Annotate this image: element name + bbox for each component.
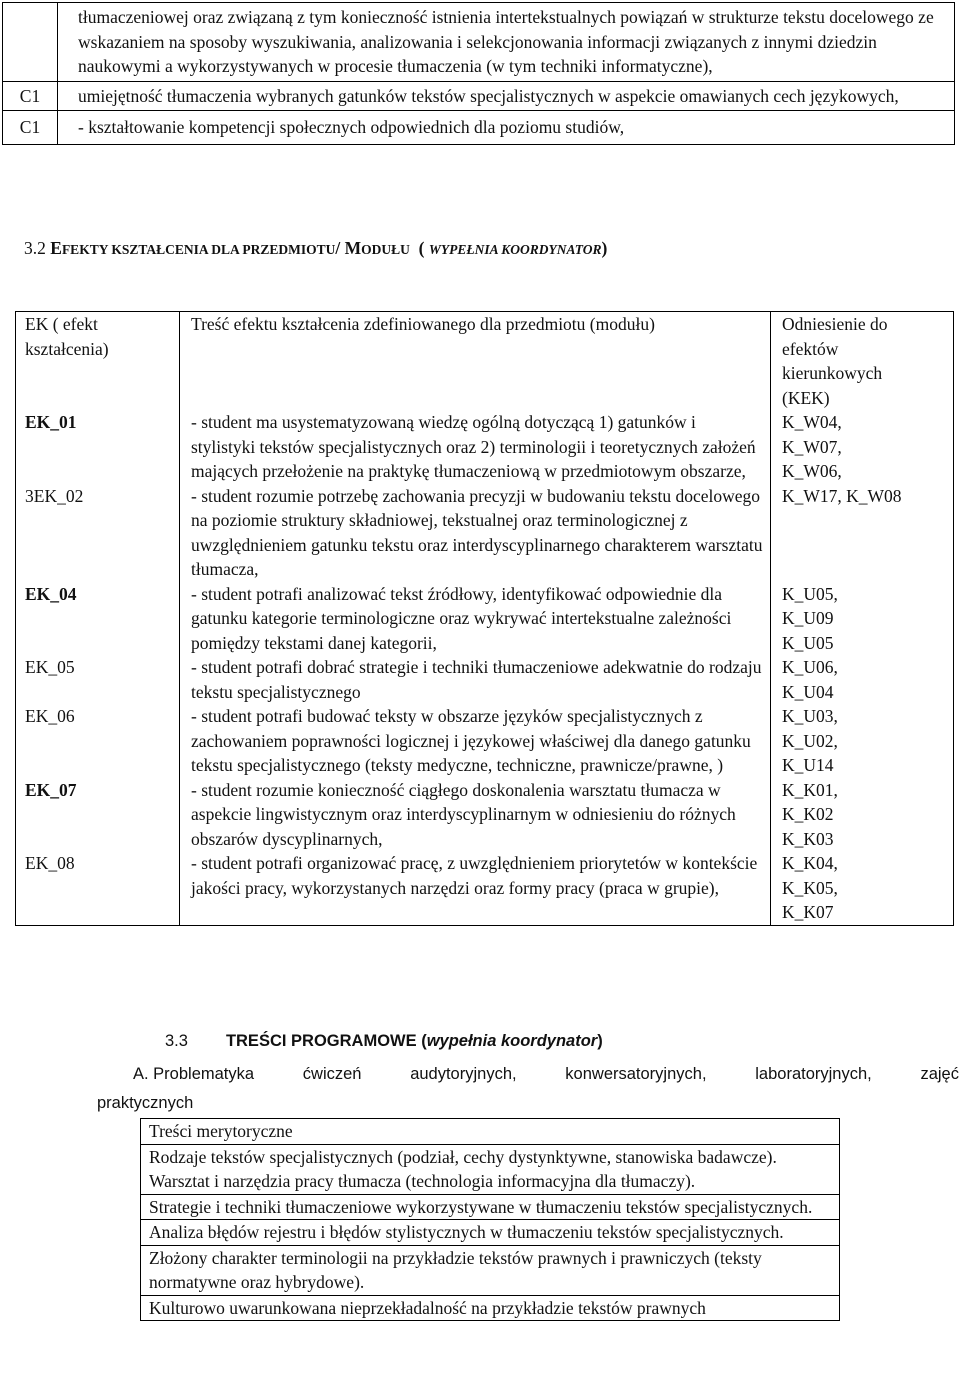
section-number: 3.3: [165, 1032, 188, 1050]
ek-text: - student ma usystematyzowaną wiedzę ogólną dotyczącą 1) gatunków i stylistyki tekstów specjalistycznych oraz 2) terminologii i teoretycznych założeń mających przełożenie na praktykę tłumaczeniową w przedmiotowym obszarze,: [180, 410, 771, 484]
content-cell: Kulturowo uwarunkowana nieprzekładalność na przykładzie tekstów prawnych: [141, 1295, 840, 1321]
table-row: [141, 1295, 840, 1321]
ek-ref-text: K_U06, K_U04: [782, 657, 838, 702]
table-row: [16, 655, 954, 704]
heading-part: TREŚCI PROGRAMOWE (: [225, 1032, 427, 1050]
program-content-table: [140, 1118, 840, 1321]
objectives-table: [2, 2, 955, 145]
table-row: [141, 1194, 840, 1220]
ek-code: 3EK_02: [16, 484, 180, 582]
word: zajęć: [920, 1065, 959, 1083]
table-row: [16, 778, 954, 852]
ek-text: - student potrafi budować teksty w obszarze języków specjalistycznych z zachowaniem poprawności logicznej i językowej właściwej dla danego gatunku tekstu specjalistycznego (teksty medyczne, techniczne, prawnicze/prawne, ): [180, 704, 771, 778]
content-cell: Analiza błędów rejestru i błędów stylistycznych w tłumaczeniu tekstów specjalistycznych.: [141, 1220, 840, 1246]
heading-part: E: [50, 238, 62, 258]
ek-code: EK_06: [16, 704, 180, 778]
objective-text: tłumaczeniowej oraz związaną z tym konieczność istnienia intertekstualnych powiązań w strukturze tekstu docelowego ze wskazaniem na sposoby wyszukiwania, analizowania i selekcjonowania informacji związanych z innymi dziedzin naukowymi a wykorzystywanych w procesie tłumaczenia (w tym techniki informatyczne),: [58, 3, 955, 82]
header-cell: Treść efektu kształcenia zdefiniowanego dla przedmiotu (modułu): [180, 312, 771, 411]
ek-code: EK_07: [16, 778, 180, 852]
header-cell: [16, 312, 180, 411]
objective-code: [3, 3, 58, 82]
table-row: [16, 410, 954, 484]
ek-code: EK_01: [16, 410, 180, 484]
subsection-a-line: praktycznych: [97, 1094, 194, 1112]
table-row: [3, 81, 955, 111]
section-heading-3-2: [24, 236, 607, 263]
ek-text: - student rozumie potrzebę zachowania precyzji w budowaniu tekstu docelowego na poziomie struktury składniowej, tekstualnej oraz terminologicznej z uwzględnieniem gatunku tekstu oraz interdyscyplinarnego charakterem warsztatu tłumacza,: [180, 484, 771, 582]
header-cell: [771, 312, 954, 411]
section-number: 3.2: [24, 238, 46, 258]
word: audytoryjnych,: [410, 1065, 517, 1083]
ek-text: - student potrafi analizować tekst źródłowy, identyfikować odpowiednie dla gatunku kategorie terminologiczne oraz wykrywać intertekstualne zależności pomiędzy tekstami danej kategorii,: [180, 582, 771, 656]
table-row: [16, 704, 954, 778]
subsection-a-line: [97, 1060, 959, 1089]
ek-ref-text: K_U05, K_U09 K_U05: [782, 583, 838, 653]
ek-ref: [771, 582, 954, 656]
table-row: [3, 111, 955, 145]
ek-ref-text: K_W04, K_W07, K_W06,: [782, 412, 842, 481]
word: ćwiczeń: [302, 1065, 362, 1083]
section-heading-3-3: [165, 1029, 603, 1054]
header-ek: EK ( efekt kształcenia): [25, 314, 109, 359]
table-row: [16, 484, 954, 582]
heading-part: ODUŁU: [361, 242, 410, 257]
heading-part: / M: [335, 238, 362, 258]
content-cell: Złożony charakter terminologii na przykładzie tekstów prawnych i prawniczych (teksty normatywne oraz hybrydowe).: [141, 1245, 840, 1295]
heading-part: (: [418, 238, 425, 258]
ek-ref-text: K_U03, K_U02, K_U14: [782, 706, 838, 775]
ek-ref: [771, 704, 954, 778]
table-row: [141, 1245, 840, 1295]
content-cell: Rodzaje tekstów specjalistycznych (podział, cechy dystynktywne, stanowiska badawcze). Warsztat i narzędzia pracy tłumacza (technologia informacyjna dla tłumaczy).: [141, 1144, 840, 1194]
objective-text: - kształtowanie kompetencji społecznych odpowiednich dla poziomu studiów,: [58, 111, 955, 145]
heading-part: ): [601, 238, 608, 258]
header-cell: Treści merytoryczne: [141, 1119, 840, 1145]
word: A. Problematyka: [133, 1065, 255, 1083]
ek-ref-text: K_K04, K_K05, K_K07: [782, 853, 838, 922]
ek-text: - student potrafi dobrać strategie i techniki tłumaczeniowe adekwatnie do rodzaju tekstu specjalistycznego: [180, 655, 771, 704]
table-row: [141, 1144, 840, 1194]
heading-part: FEKTY KSZTAŁCENIA DLA PRZEDMIOTU: [61, 242, 336, 257]
table-row: [141, 1220, 840, 1246]
ek-ref: [771, 655, 954, 704]
ek-code: EK_05: [16, 655, 180, 704]
table-row: [3, 3, 955, 82]
content-cell: Strategie i techniki tłumaczeniowe wykorzystywane w tłumaczeniu tekstów specjalistycznych.: [141, 1194, 840, 1220]
ek-ref-text: K_K01, K_K02 K_K03: [782, 779, 838, 849]
table-row: [16, 582, 954, 656]
table-row: [16, 851, 954, 925]
heading-part: WYPEŁNIA KOORDYNATOR: [428, 242, 602, 257]
word: laboratoryjnych,: [755, 1065, 872, 1083]
objective-text: umiejętność tłumaczenia wybranych gatunków tekstów specjalistycznych w aspekcie omawianych cech językowych,: [58, 81, 955, 111]
objective-code: C1: [3, 111, 58, 145]
objective-code: C1: [3, 81, 58, 111]
ek-code: EK_04: [16, 582, 180, 656]
ek-ref: K_W17, K_W08: [771, 484, 954, 582]
ek-ref: [771, 851, 954, 925]
subsection-a: [97, 1060, 959, 1118]
header-kek: Odniesienie do efektów kierunkowych (KEK): [782, 314, 888, 408]
ek-ref: [771, 778, 954, 852]
ek-text: - student potrafi organizować pracę, z uwzględnieniem priorytetów w kontekście jakości pracy, wykorzystanych narzędzi oraz formy pracy (praca w grupie),: [180, 851, 771, 925]
learning-outcomes-table: [15, 311, 954, 926]
ek-code: EK_08: [16, 851, 180, 925]
table-header-row: [141, 1119, 840, 1145]
heading-part: wypełnia koordynator: [426, 1032, 598, 1050]
ek-ref: [771, 410, 954, 484]
heading-part: ): [597, 1032, 603, 1050]
table-header-row: [16, 312, 954, 411]
ek-text: - student rozumie konieczność ciągłego doskonalenia warsztatu tłumacza w aspekcie lingwistycznym oraz interdyscyplinarnym w odniesieniu do różnych obszarów dyscyplinarnych,: [180, 778, 771, 852]
word: konwersatoryjnych,: [565, 1065, 707, 1083]
